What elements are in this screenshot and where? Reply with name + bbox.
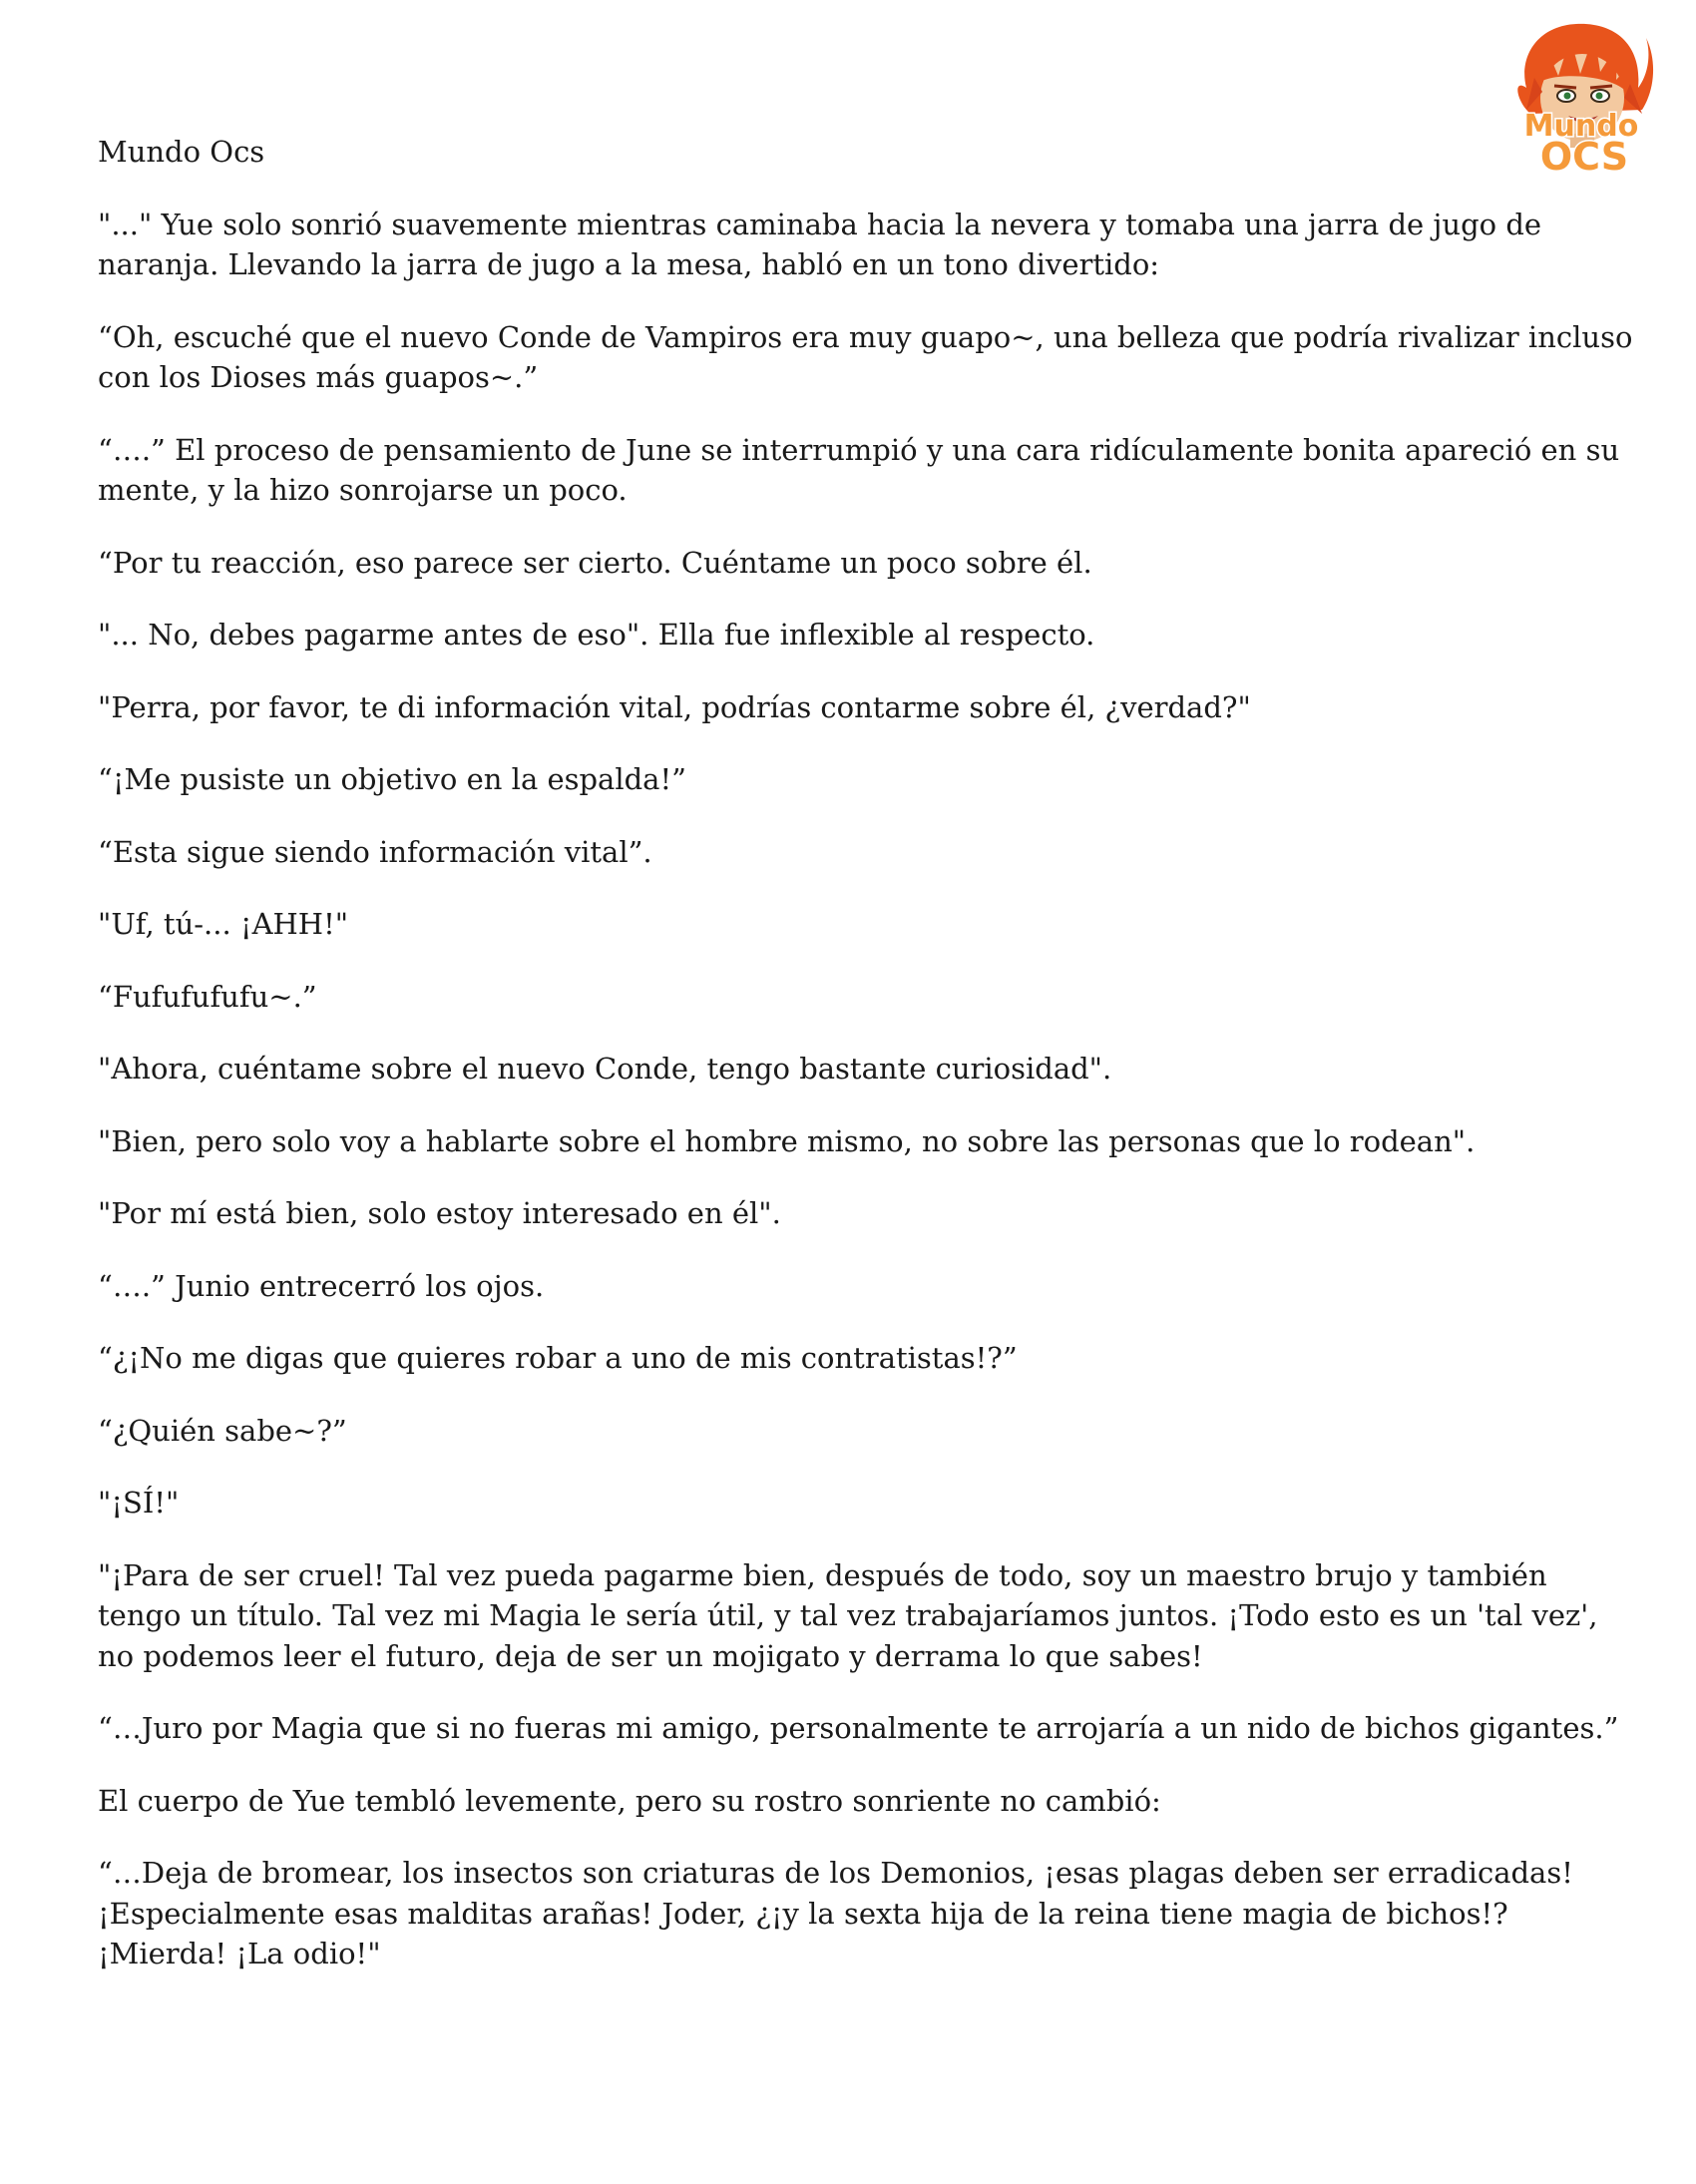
- logo-line1: Mundo: [1523, 109, 1639, 144]
- paragraph-16: “¿Quién sabe~?”: [98, 1413, 347, 1448]
- paragraph-17: "¡SÍ!": [98, 1486, 180, 1520]
- paragraph-11: "Ahora, cuéntame sobre el nuevo Conde, tengo bastante curiosidad".: [98, 1052, 1112, 1086]
- paragraph-10: “Fufufufufu~.”: [98, 979, 317, 1014]
- paragraph-13: "Por mí está bien, solo estoy interesado en él".: [98, 1196, 781, 1230]
- paragraph-8: “Esta sigue siendo información vital”.: [98, 834, 652, 869]
- paragraph-9: "Uf, tú-... ¡AHH!": [98, 907, 349, 941]
- paragraph-7: “¡Me pusiste un objetivo en la espalda!”: [98, 762, 686, 796]
- paragraph-20: El cuerpo de Yue tembló levemente, pero su rostro sonriente no cambió:: [98, 1783, 1161, 1818]
- paragraph-5: "... No, debes pagarme antes de eso". Ella fue inflexible al respecto.: [98, 618, 1095, 652]
- logo-line2: OCS: [1539, 135, 1629, 179]
- paragraph-19: “…Juro por Magia que si no fueras mi amigo, personalmente te arrojaría a un nido de bichos gigantes.”: [98, 1711, 1619, 1745]
- paragraph-21: “…Deja de bromear, los insectos son criaturas de los Demonios, ¡esas plagas deben ser erradicadas! ¡Especialmente esas malditas arañas! Joder, ¿¡y la sexta hija de la reina tiene magia de bichos!? ¡Mierda! ¡La odio!": [98, 1856, 1573, 1970]
- paragraph-4: “Por tu reacción, eso parece ser cierto. Cuéntame un poco sobre él.: [98, 545, 1092, 580]
- paragraph-2: “Oh, escuché que el nuevo Conde de Vampiros era muy guapo~, una belleza que podría rivalizar incluso con los Dioses más guapos~.”: [98, 319, 1633, 394]
- paragraph-12: "Bien, pero solo voy a hablarte sobre el hombre mismo, no sobre las personas que lo rodean".: [98, 1123, 1476, 1158]
- document-title: Mundo Ocs: [98, 135, 265, 169]
- document-body: [98, 132, 1634, 2006]
- paragraph-15: “¿¡No me digas que quieres robar a uno de mis contratistas!?”: [98, 1341, 1018, 1375]
- paragraph-6: "Perra, por favor, te di información vital, podrías contarme sobre él, ¿verdad?": [98, 689, 1251, 724]
- paragraph-14: “….” Junio entrecerró los ojos.: [98, 1268, 545, 1303]
- paragraph-3: “….” El proceso de pensamiento de June se interrumpió y una cara ridículamente bonita apareció en su mente, y la hizo sonrojarse un poco.: [98, 432, 1620, 507]
- paragraph-18: "¡Para de ser cruel! Tal vez pueda pagarme bien, después de todo, soy un maestro brujo y también tengo un título. Tal vez mi Magia le sería útil, y tal vez trabajaríamos juntos. ¡Todo esto es un 'tal vez', no podemos leer el futuro, deja de ser un mojigato y derrama lo que sabes!: [98, 1557, 1598, 1673]
- paragraph-1: "..." Yue solo sonrió suavemente mientras caminaba hacia la nevera y tomaba una jarra de jugo de naranja. Llevando la jarra de jugo a la mesa, habló en un tono divertido:: [98, 207, 1542, 281]
